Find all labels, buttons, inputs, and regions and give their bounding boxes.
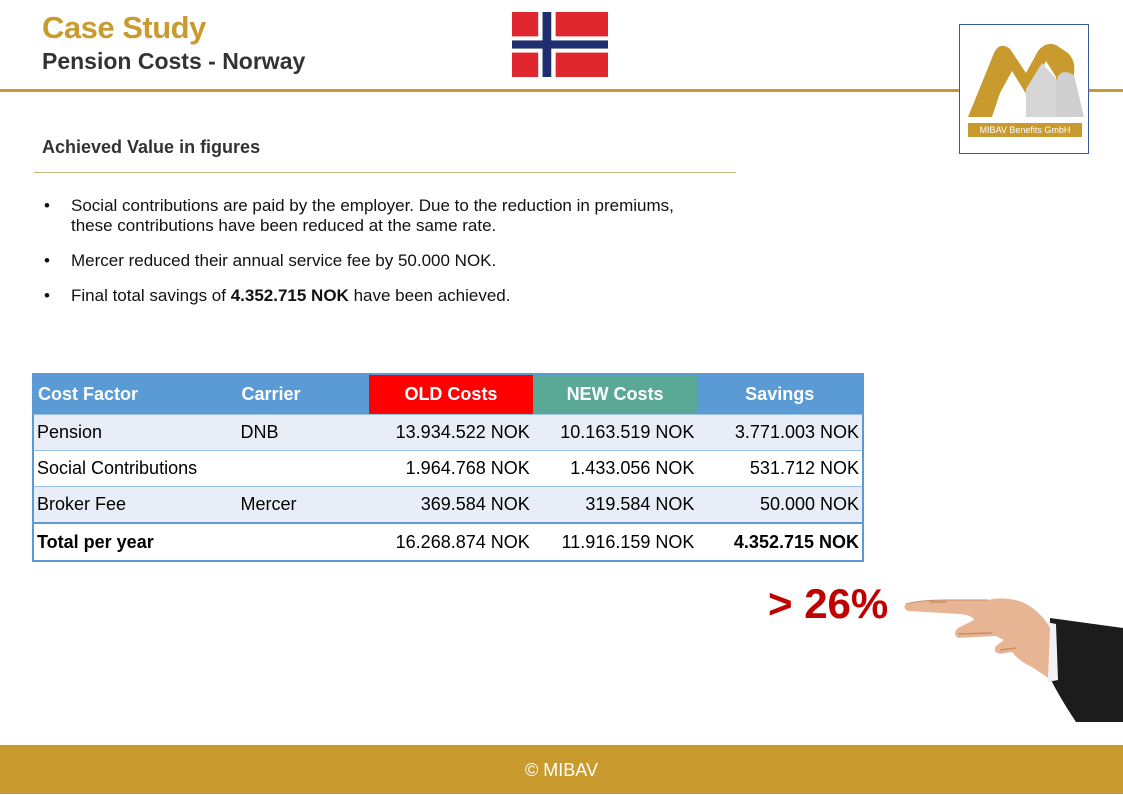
cell-cost-factor: Social Contributions: [33, 451, 238, 487]
col-header-cost-factor: Cost Factor: [33, 374, 238, 415]
page-title: Case Study: [42, 10, 206, 45]
cell-total-label: Total per year: [33, 523, 238, 561]
cost-table: [32, 373, 864, 562]
col-header-carrier: Carrier: [238, 374, 370, 415]
table-row: [33, 415, 863, 451]
bullet-text: Social contributions are paid by the employer. Due to the reduction in premiums, these contributions have been reduced at the same rate.: [71, 196, 674, 235]
savings-percent: > 26%: [768, 580, 889, 627]
bullet-list: [44, 196, 684, 321]
cell-carrier: DNB: [238, 415, 370, 451]
section-divider: [34, 172, 736, 173]
bullet-dot-icon: •: [44, 251, 50, 270]
cell-cost-factor: Pension: [33, 415, 238, 451]
bullet-text-bold: 4.352.715 NOK: [230, 286, 349, 305]
mibav-logo-icon: [964, 39, 1086, 119]
col-header-old-costs: OLD Costs: [369, 374, 533, 415]
bullet-text: Final total savings of: [71, 286, 231, 305]
col-header-savings: Savings: [697, 374, 863, 415]
table-row: [33, 487, 863, 524]
bullet-dot-icon: •: [44, 286, 50, 305]
page-subtitle: Pension Costs - Norway: [42, 48, 306, 74]
table-total-row: [33, 523, 863, 561]
bullet-item: [44, 196, 684, 236]
cell-carrier: [238, 523, 370, 561]
cell-total-old-costs: 16.268.874 NOK: [369, 523, 533, 561]
pointing-hand-icon: [900, 588, 1123, 722]
footer: [0, 745, 1123, 794]
logo-label: MIBAV Benefits GmbH: [968, 123, 1082, 137]
cell-cost-factor: Broker Fee: [33, 487, 238, 524]
header-divider: [0, 89, 1123, 92]
footer-copyright: © MIBAV: [525, 760, 598, 780]
bullet-text: Mercer reduced their annual service fee by 50.000 NOK.: [71, 251, 497, 270]
col-header-new-costs: NEW Costs: [533, 374, 698, 415]
cell-savings: 3.771.003 NOK: [697, 415, 863, 451]
cell-old-costs: 1.964.768 NOK: [369, 451, 533, 487]
cell-carrier: [238, 451, 370, 487]
cell-new-costs: 319.584 NOK: [533, 487, 698, 524]
cell-savings: 531.712 NOK: [697, 451, 863, 487]
bullet-text: have been achieved.: [348, 286, 511, 305]
cell-old-costs: 369.584 NOK: [369, 487, 533, 524]
cell-total-new-costs: 11.916.159 NOK: [533, 523, 698, 561]
table-row: [33, 451, 863, 487]
cell-new-costs: 1.433.056 NOK: [533, 451, 698, 487]
bullet-dot-icon: •: [44, 196, 50, 215]
bullet-item: [44, 286, 684, 306]
cell-savings: 50.000 NOK: [697, 487, 863, 524]
cell-new-costs: 10.163.519 NOK: [533, 415, 698, 451]
norway-flag-icon: [512, 12, 608, 77]
cell-old-costs: 13.934.522 NOK: [369, 415, 533, 451]
cell-total-savings: 4.352.715 NOK: [697, 523, 863, 561]
bullet-item: [44, 251, 684, 271]
company-logo: [959, 24, 1089, 154]
table-header-row: [33, 374, 863, 415]
section-heading: Achieved Value in figures: [42, 137, 261, 157]
cell-carrier: Mercer: [238, 487, 370, 524]
